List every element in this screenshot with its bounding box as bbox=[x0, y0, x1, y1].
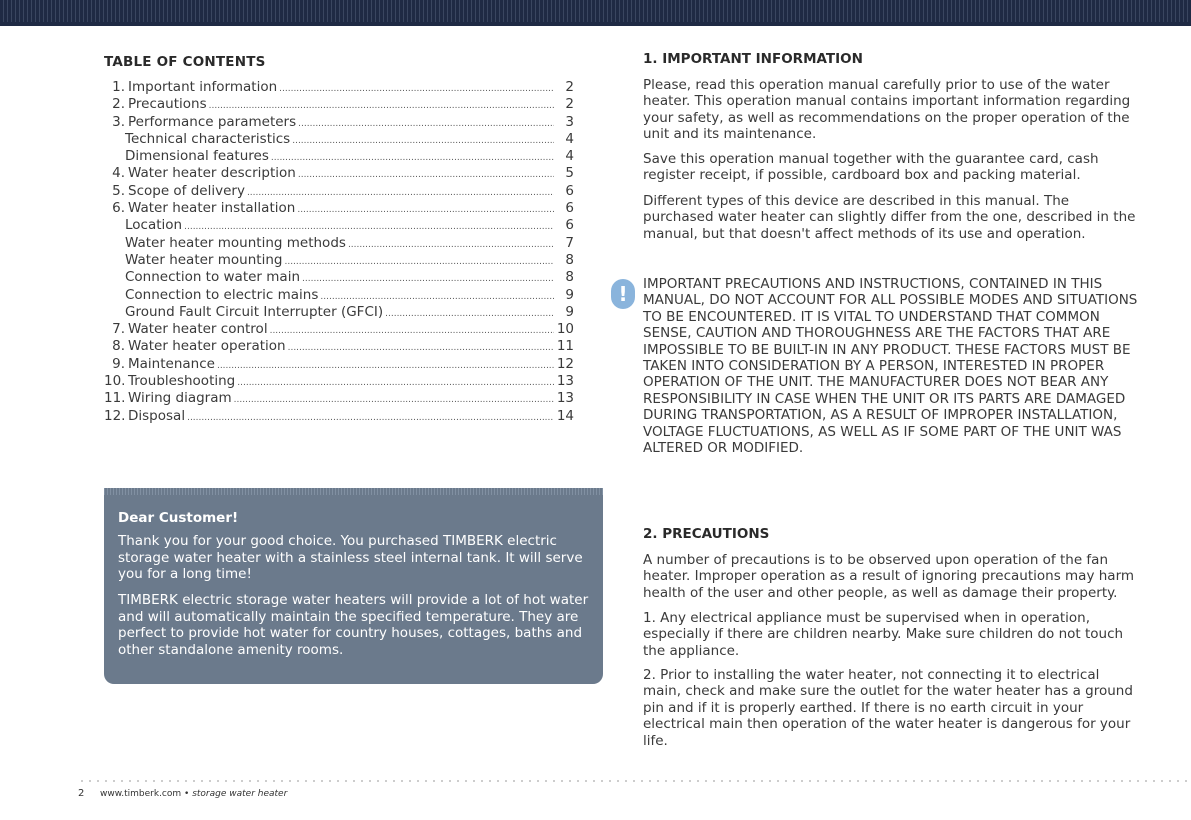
page-number: 2 bbox=[78, 788, 85, 799]
toc-entry-page: 9 bbox=[565, 286, 574, 303]
toc-entry-leader bbox=[217, 361, 554, 371]
dear-customer-paragraph-2: TIMBERK electric storage water heaters will provide a lot of hot water and will automatically maintain the specified temperature. They are perfect to provide hot water for country houses, cottages, baths and other standalone amenity rooms. bbox=[118, 592, 589, 658]
toc-entry-leader bbox=[320, 292, 554, 302]
footer-dotted-rule bbox=[78, 778, 1191, 784]
toc-entry-label: Water heater description bbox=[128, 165, 296, 182]
precautions-paragraph-1: A number of precautions is to be observed upon operation of the fan heater. Improper operation as a result of ignoring precautions may harm health of the user and other people, as well as damage their property. bbox=[643, 552, 1135, 601]
precautions-p1-wrap bbox=[643, 552, 1138, 601]
toc-entry-label: Water heater installation bbox=[128, 200, 296, 217]
footer bbox=[78, 788, 287, 799]
precautions-paragraph-2: 1. Any electrical appliance must be supervised when in operation, especially if there are children nearby. Make sure children do not touch the appliance. bbox=[643, 610, 1124, 659]
toc-entry-label: Location bbox=[125, 217, 183, 234]
toc-entry-leader bbox=[234, 395, 554, 405]
toc-entry-page: 6 bbox=[565, 200, 574, 217]
toc-entry-label: Connection to electric mains bbox=[125, 286, 319, 303]
toc-entry-page: 4 bbox=[565, 148, 574, 165]
toc-entry[interactable] bbox=[104, 96, 574, 113]
toc-entry-leader bbox=[288, 343, 554, 353]
footer-url[interactable]: www.timberk.com bbox=[100, 789, 182, 799]
toc-entry[interactable] bbox=[104, 217, 574, 234]
toc-entry-label: Disposal bbox=[128, 407, 186, 424]
toc-entry[interactable] bbox=[104, 252, 574, 269]
toc-entry[interactable] bbox=[104, 390, 574, 407]
toc-entry-leader bbox=[298, 170, 554, 180]
exclamation-icon: ! bbox=[611, 279, 635, 309]
toc-entry-leader bbox=[247, 188, 554, 198]
toc-entry-label: Dimensional features bbox=[125, 148, 269, 165]
toc-entry[interactable] bbox=[104, 131, 574, 148]
toc-entry-label: Water heater operation bbox=[128, 338, 286, 355]
toc-entry-number: 1. bbox=[112, 79, 125, 95]
toc-entry-page: 4 bbox=[565, 130, 574, 147]
toc-entry-label: Precautions bbox=[128, 96, 207, 113]
toc-entry-page: 12 bbox=[556, 355, 574, 372]
toc-entry[interactable] bbox=[104, 235, 574, 252]
toc-entry-leader bbox=[237, 378, 554, 388]
toc-entry[interactable] bbox=[104, 408, 574, 425]
toc-entry-page: 6 bbox=[565, 217, 574, 234]
toc-entry-number: 6. bbox=[112, 200, 125, 217]
toc-entry-page: 11 bbox=[556, 338, 574, 355]
toc-entry-label: Water heater control bbox=[128, 321, 268, 338]
toc-entry-page: 8 bbox=[565, 269, 574, 286]
toc-entry-page: 6 bbox=[565, 182, 574, 199]
toc-entry-number: 4. bbox=[112, 165, 125, 182]
warning-wrap bbox=[643, 276, 1138, 456]
toc-entry-page: 8 bbox=[565, 251, 574, 268]
precautions-paragraph-3: 2. Prior to installing the water heater, not connecting it to electrical main, check and make sure the outlet for the water heater has a ground pin and if it is properly earthed. If there is no earth circuit in your electrical main then operation of the water heater is dangerous for your life. bbox=[643, 667, 1133, 749]
toc-entry-page: 13 bbox=[556, 373, 574, 390]
warning-text: IMPORTANT PRECAUTIONS AND INSTRUCTIONS, CONTAINED IN THIS MANUAL, DO NOT ACCOUNT FOR ALL POSSIBLE MODES AND SITUATIONS TO BE ENCOUNTERED. IT IS VITAL TO UNDERSTAND THAT COMMON SENSE, CAUTION AND THOROUGHNESS ARE THE FACTORS THAT ARE IMPOSSIBLE TO BE BUILT-IN IN ANY PRODUCT. THESE FACTORS MUST BE TAKEN INTO CONSIDERATION BY A PERSON, INTERESTED IN PROPER OPERATION OF THE UNIT. THE MANUFACTURER DOES NOT BEAR ANY RESPONSIBILITY IN CASE WHEN THE UNIT OR ITS PARTS ARE DAMAGED DURING TRANSPORTATION, AS A RESULT OF IMPROPER INSTALLATION, VOLTAGE FLUCTUATIONS, AS WELL AS IF SOME PART OF THE UNIT WAS ALTERED OR MODIFIED. bbox=[643, 276, 1138, 457]
toc-entry[interactable] bbox=[104, 183, 574, 200]
toc-entry[interactable] bbox=[104, 79, 574, 96]
toc-entry-number: 3. bbox=[112, 113, 125, 130]
toc-entry-number: 12. bbox=[104, 407, 126, 424]
toc-title: TABLE OF CONTENTS bbox=[104, 54, 266, 70]
toc-entry-label: Wiring diagram bbox=[128, 390, 232, 407]
toc-entry-label: Scope of delivery bbox=[128, 182, 245, 199]
toc-entry-leader bbox=[284, 257, 554, 267]
toc-entry[interactable] bbox=[104, 114, 574, 131]
panel-decorative-strip bbox=[104, 488, 603, 495]
top-bar-border bbox=[0, 22, 1191, 26]
important-info-p2-wrap bbox=[643, 151, 1138, 184]
dear-customer-panel bbox=[104, 488, 603, 684]
precautions-heading: 2. PRECAUTIONS bbox=[643, 526, 770, 542]
toc-entry-label: Maintenance bbox=[128, 355, 215, 372]
precautions-p2-wrap bbox=[643, 610, 1138, 659]
toc-entry-number: 11. bbox=[104, 390, 126, 407]
precautions-heading-wrap bbox=[643, 526, 1138, 542]
toc-entry-label: Performance parameters bbox=[128, 113, 297, 130]
toc-entry-leader bbox=[187, 413, 554, 423]
toc-entry[interactable] bbox=[104, 269, 574, 286]
toc-entry[interactable] bbox=[104, 287, 574, 304]
toc-entry-label: Water heater mounting bbox=[125, 251, 283, 268]
toc-entry-label: Important information bbox=[128, 79, 278, 95]
toc-entry-number: 8. bbox=[112, 338, 125, 355]
top-decorative-bar bbox=[0, 0, 1191, 22]
important-info-p1-wrap bbox=[643, 77, 1138, 143]
important-info-p3-wrap bbox=[643, 193, 1138, 242]
toc-list bbox=[104, 79, 574, 425]
important-info-paragraph-1: Please, read this operation manual carefully prior to use of the water heater. This operation manual contains important information regarding your safety, as well as recommendations on the proper operation of the unit and its maintenance. bbox=[643, 77, 1131, 143]
toc-entry[interactable] bbox=[104, 321, 574, 338]
toc-entry-leader bbox=[385, 309, 554, 319]
toc-entry-page: 5 bbox=[565, 165, 574, 182]
footer-subtitle: storage water heater bbox=[192, 789, 288, 799]
toc-entry[interactable] bbox=[104, 373, 574, 390]
toc-entry-page: 7 bbox=[565, 234, 574, 251]
toc-entry-leader bbox=[184, 222, 554, 232]
toc-entry-leader bbox=[302, 274, 554, 284]
toc-entry[interactable] bbox=[104, 338, 574, 355]
toc-entry-label: Troubleshooting bbox=[128, 373, 236, 390]
toc-entry-page: 2 bbox=[565, 96, 574, 113]
toc-entry[interactable] bbox=[104, 148, 574, 165]
toc-entry-leader bbox=[271, 153, 554, 163]
toc-entry-leader bbox=[279, 84, 554, 94]
toc-entry-page: 13 bbox=[556, 390, 574, 407]
important-info-paragraph-2: Save this operation manual together with the guarantee card, cash register receipt, if possible, cardboard box and packing material. bbox=[643, 151, 1099, 184]
toc-entry-label: Connection to water main bbox=[125, 269, 301, 286]
toc-entry-page: 2 bbox=[565, 79, 574, 95]
dear-customer-paragraph-1: Thank you for your good choice. You purchased TIMBERK electric storage water heater with a stainless steel internal tank. It will serve you for a long time! bbox=[118, 533, 583, 582]
toc-entry-number: 7. bbox=[112, 321, 125, 338]
important-info-heading: 1. IMPORTANT INFORMATION bbox=[643, 51, 863, 67]
toc-entry-number: 9. bbox=[112, 355, 125, 372]
dear-customer-title: Dear Customer! bbox=[118, 510, 239, 526]
toc-entry-label: Water heater mounting methods bbox=[125, 234, 346, 251]
important-info-section bbox=[643, 51, 1138, 67]
table-of-contents bbox=[104, 54, 574, 425]
footer-separator: • bbox=[181, 789, 193, 799]
toc-entry-leader bbox=[297, 205, 554, 215]
toc-entry-page: 9 bbox=[565, 303, 574, 320]
toc-entry[interactable] bbox=[104, 200, 574, 217]
toc-entry-leader bbox=[298, 119, 554, 129]
toc-entry-page: 10 bbox=[556, 321, 574, 338]
toc-entry-leader bbox=[348, 240, 554, 250]
toc-entry[interactable] bbox=[104, 304, 574, 321]
toc-entry[interactable] bbox=[104, 356, 574, 373]
important-info-paragraph-3: Different types of this device are described in this manual. The purchased water heater can slightly differ from the one, described in the manual, but that doesn't affect methods of its use and operation. bbox=[643, 193, 1136, 242]
precautions-p3-wrap bbox=[643, 667, 1138, 749]
toc-entry-page: 14 bbox=[556, 407, 574, 424]
toc-entry-leader bbox=[270, 326, 554, 336]
toc-entry-label: Ground Fault Circuit Interrupter (GFCI) bbox=[125, 303, 384, 320]
toc-entry-number: 2. bbox=[112, 96, 125, 113]
toc-entry-leader bbox=[209, 101, 554, 111]
toc-entry[interactable] bbox=[104, 165, 574, 182]
toc-entry-leader bbox=[292, 136, 554, 146]
toc-entry-number: 10. bbox=[104, 373, 126, 390]
toc-entry-label: Technical characteristics bbox=[125, 130, 291, 147]
toc-entry-number: 5. bbox=[112, 182, 125, 199]
toc-entry-page: 3 bbox=[565, 113, 574, 130]
